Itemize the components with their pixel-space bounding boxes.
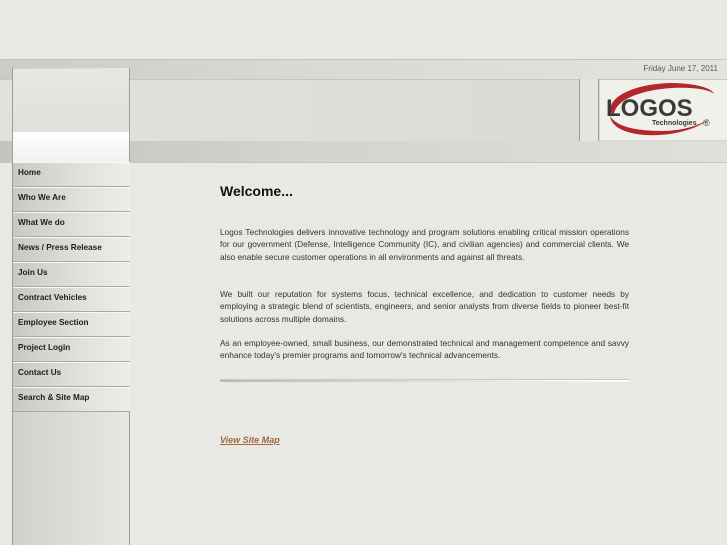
- intro-paragraph: Logos Technologies delivers innovative technology and program solutions enabling critical mission operations for our government (Defense, Intelligence Community (IC), and civilian agencies) and commercial clients. We also enable secure customer operations in all environments and against all threats.: [220, 227, 629, 262]
- main-content: [220, 183, 629, 445]
- nav-item-what-we-do[interactable]: [13, 212, 130, 237]
- nav-label[interactable]: Who We Are: [18, 193, 66, 202]
- logo-icon: [600, 80, 727, 140]
- logo-subtext: Technologies: [652, 120, 697, 127]
- nav-item-home[interactable]: [13, 162, 130, 187]
- nav-item-news[interactable]: [13, 237, 130, 262]
- nav-item-project-login[interactable]: [13, 337, 130, 362]
- nav-item-employee-section[interactable]: [13, 312, 130, 337]
- sidebar-top-panel: [13, 69, 129, 133]
- nav-item-contract-vehicles[interactable]: [13, 287, 130, 312]
- sidebar-highlight: [13, 132, 129, 162]
- reputation-paragraph: We built our reputation for systems focus, technical excellence, and dedication to customer needs by employing a strategic blend of scientists, engineers, and senior analysts from diverse fields to pioneer best-fit solutions across multiple domains.: [220, 289, 629, 324]
- nav-item-join-us[interactable]: [13, 262, 130, 287]
- nav-item-who-we-are[interactable]: [13, 187, 130, 212]
- view-site-map-link[interactable]: View Site Map: [220, 435, 280, 445]
- logos-logo[interactable]: [600, 80, 727, 140]
- current-date: Friday June 17, 2011: [643, 64, 718, 73]
- banner-divider: [579, 79, 599, 141]
- nav-label[interactable]: Employee Section: [18, 318, 89, 327]
- divider: [220, 379, 629, 382]
- page-title: Welcome...: [220, 183, 293, 199]
- nav-label[interactable]: What We do: [18, 218, 65, 227]
- nav-label[interactable]: News / Press Release: [18, 243, 102, 252]
- nav-label[interactable]: Join Us: [18, 268, 48, 277]
- business-paragraph: As an employee-owned, small business, our demonstrated technical and management competence and savvy enhance today's premier programs and tomorrow's technical advancements.: [220, 338, 629, 361]
- nav-label[interactable]: Home: [18, 168, 41, 177]
- registered-mark: ®: [703, 118, 710, 128]
- nav-label[interactable]: Contact Us: [18, 368, 62, 377]
- nav-label[interactable]: Search & Site Map: [18, 393, 90, 402]
- main-nav: [13, 162, 130, 412]
- logo-text: LOGOS: [606, 95, 693, 122]
- nav-label[interactable]: Project Login: [18, 343, 71, 352]
- nav-label[interactable]: Contract Vehicles: [18, 293, 87, 302]
- nav-item-contact-us[interactable]: [13, 362, 130, 387]
- nav-item-search-site-map[interactable]: [13, 387, 130, 412]
